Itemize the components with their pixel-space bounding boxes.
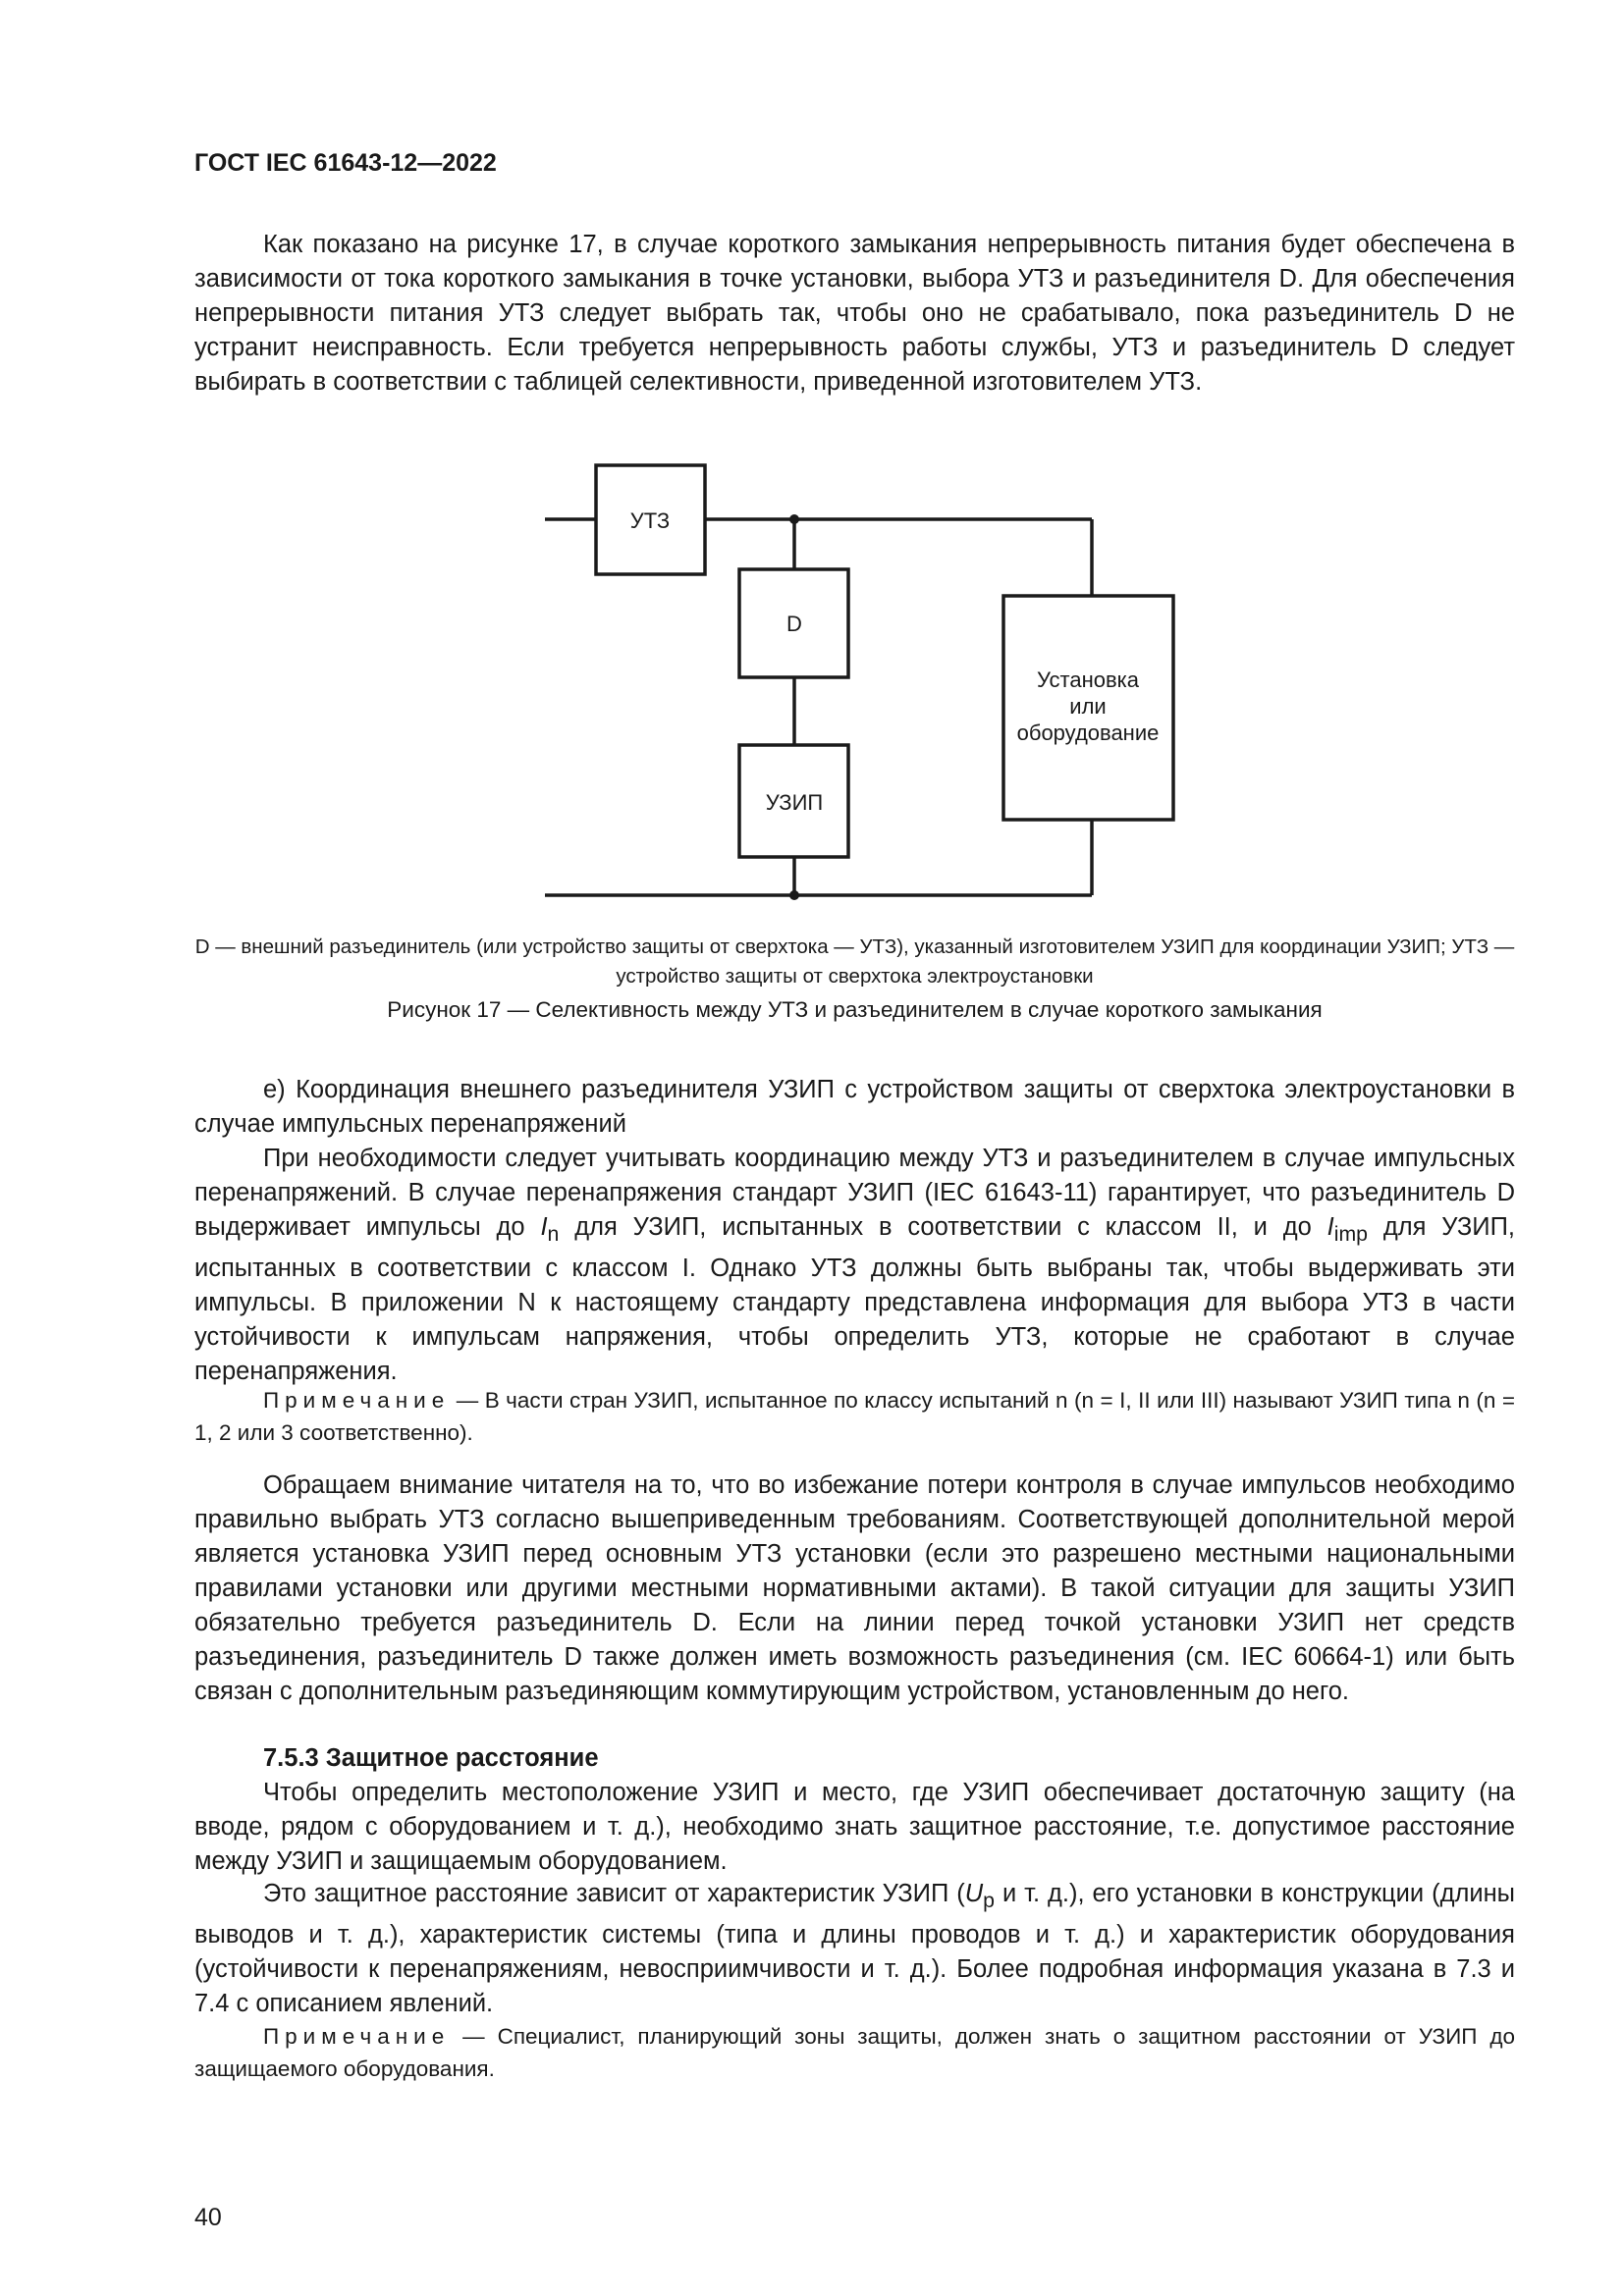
note-1-lead: Примечание <box>263 1388 451 1413</box>
note-1-text: — В части стран УЗИП, испытанное по классу испытаний n (n = I, II или III) называют УЗИП типа n (n = 1, 2 или 3 соответственно). <box>194 1388 1515 1445</box>
note-2-text: — Специалист, планирующий зоны защиты, должен знать о защитном расстоянии от УЗИП до защищаемого оборудования. <box>194 2024 1515 2081</box>
figure-caption: Рисунок 17 — Селективность между УТЗ и разъединителем в случае короткого замыкания <box>387 997 1323 1022</box>
installation-label-line3: оборудование <box>1016 721 1160 745</box>
symbol-imp: I <box>1326 1213 1334 1241</box>
paragraph-distance: Чтобы определить местоположение УЗИП и место, где УЗИП обеспечивает достаточную защиту (на вводе, рядом с оборудованием и т. д.), необходимо знать защитное расстояние, т.е. допустимое расстояние между УЗИП и защищаемым оборудованием. <box>194 1779 1515 1875</box>
installation-label-line1: Установка <box>1037 667 1139 692</box>
uzip-label: УЗИП <box>765 790 824 815</box>
junction-dot-top <box>789 514 799 524</box>
figure-17-diagram <box>0 0 1624 982</box>
d-label: D <box>786 612 802 636</box>
installation-label-line2: или <box>1069 694 1107 719</box>
utz-label: УТЗ <box>629 508 671 533</box>
note-1 <box>194 1384 1515 1449</box>
figure-legend: D — внешний разъединитель (или устройство защиты от сверхтока — УТЗ), указанный изготовителем УЗИП для координации УЗИП; УТЗ — устройство защиты от сверхтока электроустановки <box>194 935 1515 988</box>
junction-dot-bottom <box>789 890 799 900</box>
intro-paragraph: Как показано на рисунке 17, в случае короткого замыкания непрерывность питания будет обеспечена в зависимости от тока короткого замыкания в точке установки, выбора УТЗ и разъединителя D. Для обеспечения непрерывности питания УТЗ следует выбрать так, чтобы оно не срабатывало, пока разъединитель D не устранит неисправность. Если требуется непрерывность работы службы, УТЗ и разъединитель D следует выбирать в соответствии с таблицей селективности, приведенной изготовителем УТЗ. <box>194 231 1515 396</box>
symbol-in: I <box>540 1213 548 1241</box>
note-2 <box>194 2020 1515 2085</box>
document-header: ГОСТ IEC 61643-12—2022 <box>194 149 497 177</box>
page-number: 40 <box>194 2204 222 2231</box>
symbol-up: U <box>964 1880 984 1907</box>
item-e: е) Координация внешнего разъединителя УЗИП с устройством защиты от сверхтока электроустановки в случае импульсных перенапряжений <box>194 1076 1515 1138</box>
paragraph-impulse: При необходимости следует учитывать координацию между УТЗ и разъединителем в случае импульсных перенапряжений. В случае перенапряжения стандарт УЗИП (IEC 61643-11) гарантирует, что разъединитель D выдерживает импульсы до $I_n$ для УЗИП, испытанных в соответствии с классом II, и до $I_{imp}$ для УЗИП, испытанных в соответствии с классом I. Однако УТЗ должны быть выбраны так, чтобы выдерживать эти импульсы. В приложении N к настоящему стандарту представлена информация для выбора УТЗ в части устойчивости к импульсам напряжения, чтобы определить УТЗ, которые не сработают в случае перенапряжения. <box>194 1145 1515 1386</box>
paragraph-attention: Обращаем внимание читателя на то, что во избежание потери контроля в случае импульсов необходимо правильно выбрать УТЗ согласно вышеприведенным требованиям. Соответствующей дополнительной мерой является установка УЗИП перед основным УТЗ установки (если это разрешено местными национальными правилами установки или другими местными нормативными актами). В такой ситуации для защиты УЗИП обязательно требуется разъединитель D. Если на линии перед точкой установки УЗИП нет средств разъединения, разъединитель D также должен иметь возможность разъединения (см. IEC 60664-1) или быть связан с дополнительным разъединяющим коммутирующим устройством, установленным до него. <box>194 1471 1515 1705</box>
paragraph-depends: Это защитное расстояние зависит от характеристик УЗИП ($U_p$ и т. д.), его установки в конструкции (длины выводов и т. д.), характеристик системы (типа и длины проводов и т. д.) и характеристик оборудования (устойчивости к перенапряжениям, невосприимчивости и т. д.). Более подробная информация указана в 7.3 и 7.4 с описанием явлений. <box>194 1880 1515 2018</box>
note-2-lead: Примечание <box>263 2024 451 2049</box>
section-heading: 7.5.3 Защитное расстояние <box>263 1744 599 1772</box>
